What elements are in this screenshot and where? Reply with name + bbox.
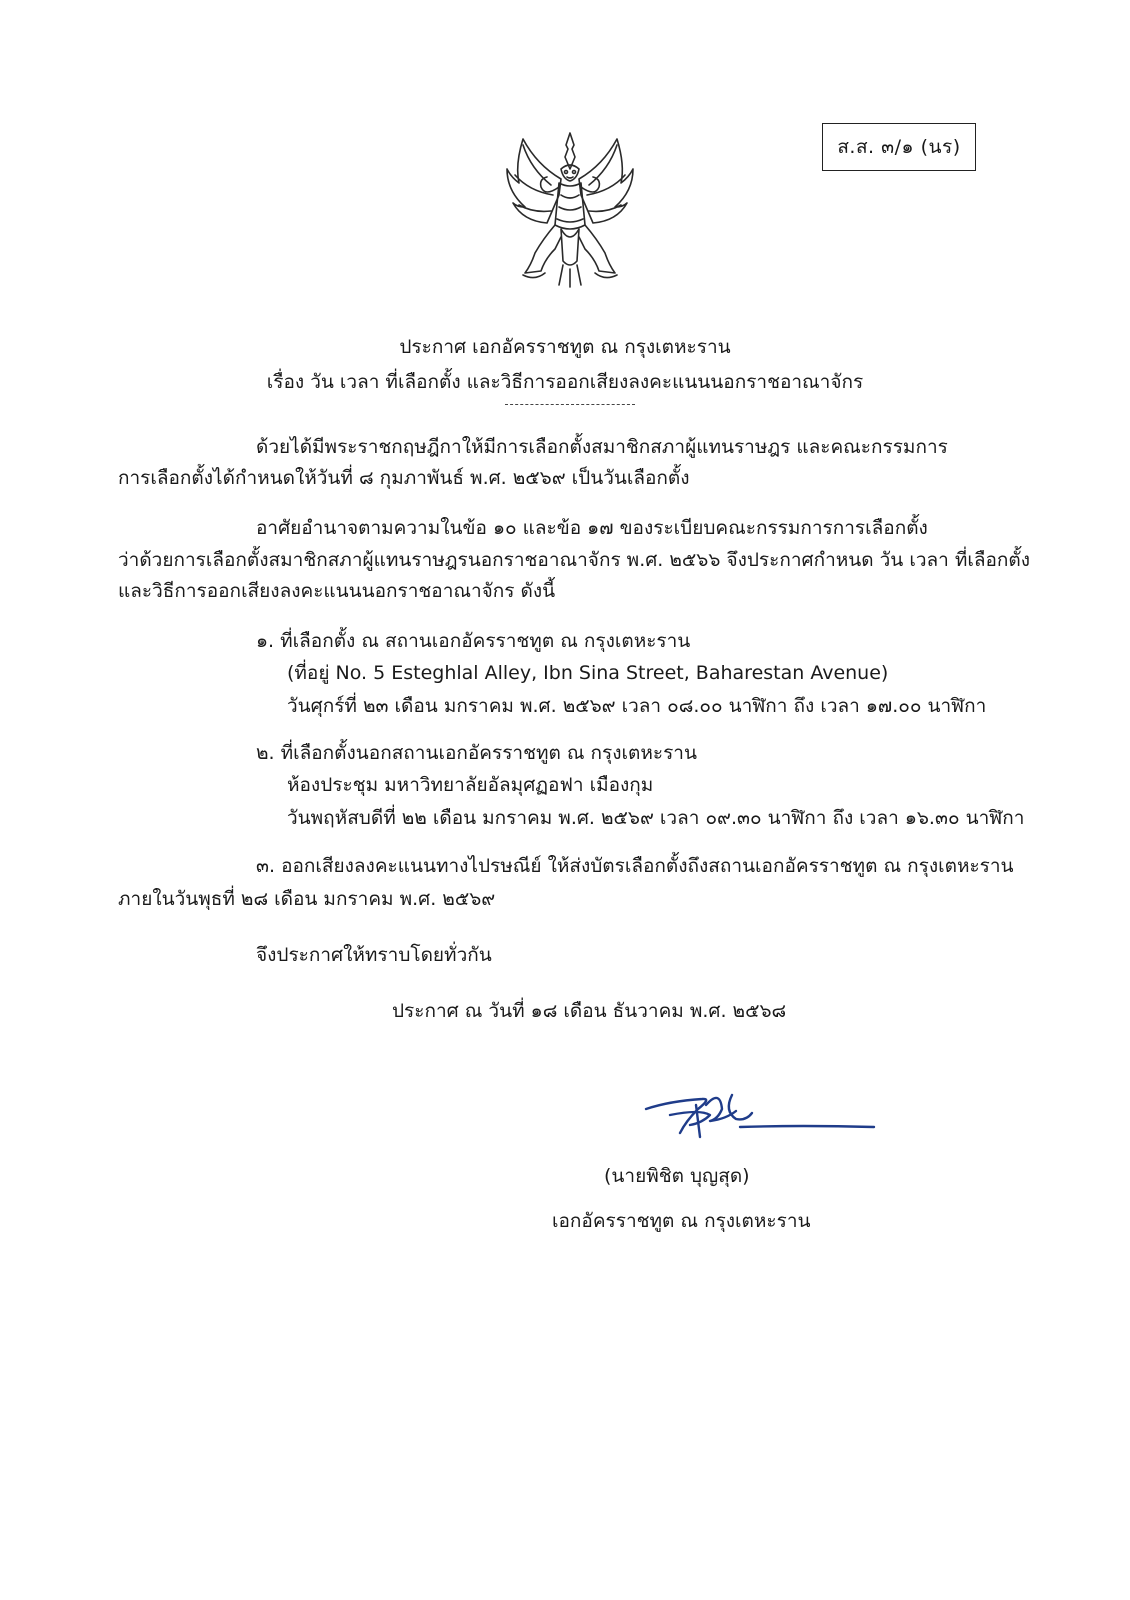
closing-statement: จึงประกาศให้ทราบโดยทั่วกัน bbox=[256, 944, 492, 966]
paragraph-line: และวิธีการออกเสียงลงคะแนนนอกราชอาณาจักร ดังนี้ bbox=[118, 580, 556, 602]
announcement-date: ประกาศ ณ วันที่ ๑๘ เดือน ธันวาคม พ.ศ. ๒๕๖๘ bbox=[392, 1000, 787, 1022]
paragraph-line: อาศัยอำนาจตามความในข้อ ๑๐ และข้อ ๑๗ ของระเบียบคณะกรรมการการเลือกตั้ง bbox=[256, 517, 928, 539]
paragraph-line: ว่าด้วยการเลือกตั้งสมาชิกสภาผู้แทนราษฎรนอกราชอาณาจักร พ.ศ. ๒๕๖๖ จึงประกาศกำหนด วัน เวลา ที่เลือกตั้ง bbox=[118, 549, 1031, 571]
list-item-detail: วันศุกร์ที่ ๒๓ เดือน มกราคม พ.ศ. ๒๕๖๙ เวลา ๐๘.๐๐ นาฬิกา ถึง เวลา ๑๗.๐๐ นาฬิกา bbox=[287, 695, 987, 717]
garuda-emblem-icon bbox=[495, 125, 645, 290]
list-item-detail: วันพฤหัสบดีที่ ๒๒ เดือน มกราคม พ.ศ. ๒๕๖๙ เวลา ๐๙.๓๐ นาฬิกา ถึง เวลา ๑๖.๓๐ นาฬิกา bbox=[287, 807, 1025, 829]
form-code-box: ส.ส. ๓/๑ (นร) bbox=[822, 123, 976, 171]
list-item-heading: ๑. ที่เลือกตั้ง ณ สถานเอกอัครราชทูต ณ กรุงเตหะราน bbox=[256, 630, 691, 652]
paragraph-line: ด้วยได้มีพระราชกฤษฎีกาให้มีการเลือกตั้งสมาชิกสภาผู้แทนราษฎร และคณะกรรมการ bbox=[256, 436, 948, 458]
list-item-detail: ภายในวันพุธที่ ๒๘ เดือน มกราคม พ.ศ. ๒๕๖๙ bbox=[118, 888, 496, 910]
list-item-heading: ๓. ออกเสียงลงคะแนนทางไปรษณีย์ ให้ส่งบัตรเลือกตั้งถึงสถานเอกอัครราชทูต ณ กรุงเตหะราน bbox=[256, 855, 1014, 877]
signatory-name: (นายพิชิต บุญสุด) bbox=[604, 1165, 750, 1187]
signatory-position: เอกอัครราชทูต ณ กรุงเตหะราน bbox=[552, 1210, 811, 1232]
list-item-heading: ๒. ที่เลือกตั้งนอกสถานเอกอัครราชทูต ณ กรุงเตหะราน bbox=[256, 742, 697, 764]
announcement-subject: เรื่อง วัน เวลา ที่เลือกตั้ง และวิธีการออกเสียงลงคะแนนนอกราชอาณาจักร bbox=[266, 371, 864, 393]
list-item-detail: (ที่อยู่ No. 5 Esteghlal Alley, Ibn Sina Street, Baharestan Avenue) bbox=[287, 662, 889, 684]
paragraph-line: การเลือกตั้งได้กำหนดให้วันที่ ๘ กุมภาพันธ์ พ.ศ. ๒๕๖๙ เป็นวันเลือกตั้ง bbox=[118, 467, 690, 489]
list-item-detail: ห้องประชุม มหาวิทยาลัยอัลมุศฏอฟา เมืองกุม bbox=[287, 774, 654, 796]
title-divider bbox=[505, 404, 635, 405]
announcement-title: ประกาศ เอกอัครราชทูต ณ กรุงเตหะราน bbox=[399, 336, 731, 358]
signature-icon bbox=[640, 1075, 880, 1165]
